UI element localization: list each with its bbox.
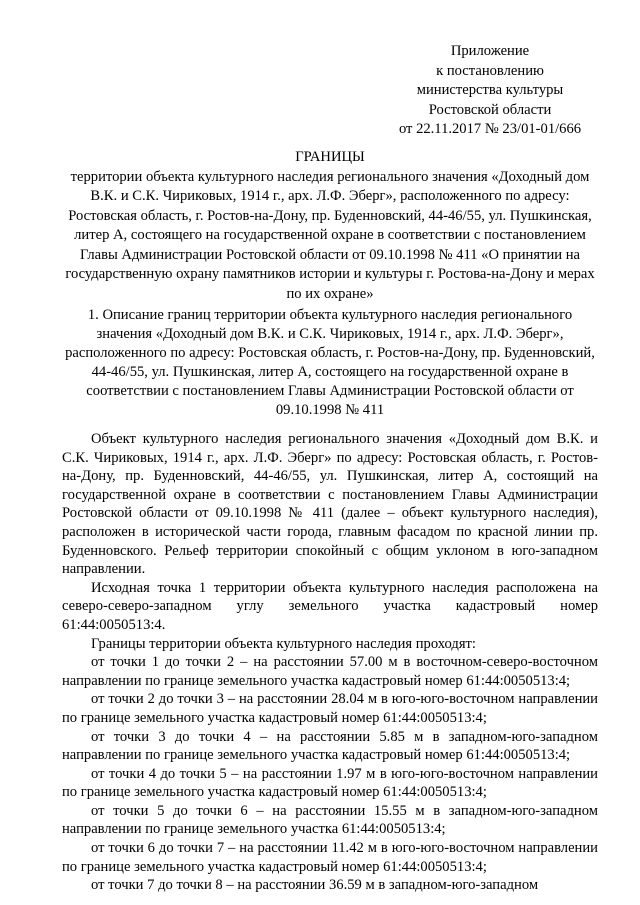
appendix-line: Ростовской области (428, 101, 552, 118)
heading-text: территории объекта культурного наследия регионального значения «Доходный дом В.К. и С.К. Чириковых, 1914 г., арх. Л.Ф. Эберг», расположенного по адресу: Ростовская область, г. Ростов-на-Дону, пр. Буденновский, 44-46/55, ул. Пушкинская, литер А, состоящего на государственной охране в соответствии с постановлением Главы Администрации Ростовской области от 09.10.1998 № 411 «О принятии на государственную охрану памятников истории и культуры г. Ростова-на-Дону и мерах по их охране» (65, 168, 595, 302)
body-paragraph: от точки 3 до точки 4 – на расстоянии 5.85 м в западном-юго-западном направлении по границе земельного участка кадастровый номер 61:44:0050513:4; (62, 728, 598, 764)
appendix-line: к постановлению (436, 62, 544, 79)
body-paragraph: от точки 4 до точки 5 – на расстоянии 1.97 м в юго-юго-восточном направлении по границе земельного участка кадастровый номер 61:44:0050513:4; (62, 765, 598, 801)
appendix-line: Приложение (450, 43, 530, 59)
appendix-block (380, 42, 600, 140)
appendix-line: министерства культуры (416, 82, 564, 98)
body-paragraph: от точки 6 до точки 7 – на расстоянии 11.42 м в юго-юго-восточном направлении по границе земельного участка кадастровый номер 61:44:0050513:4; (62, 840, 598, 875)
document-body (62, 430, 598, 895)
body-paragraph: от точки 1 до точки 2 – на расстоянии 57.00 м в восточном-северо-восточном направлении по границе земельного участка кадастровый номер 61:44:0050513:4; (62, 654, 598, 689)
body-paragraph: Объект культурного наследия регионального значения «Доходный дом В.К. и С.К. Чириковых, 1914 г., арх. Л.Ф. Эберг» по адресу: Ростовская область, г. Ростов-на-Дону, пр. Буденновский, 44-46/55, ул. Пушкинская, литер А, состоящий на государственной охране в соответствии с постановлением Главы Администрации Ростовской области от 09.10.1998 № 411 (далее – объект культурного наследия), расположен в исторической части города, главным фасадом по красной линии пр. Буденновского. Рельеф территории спокойный с общим уклоном в юго-западном направлении. (62, 431, 598, 578)
body-paragraph: Границы территории объекта культурного наследия проходят: (91, 635, 476, 652)
body-paragraph: от точки 2 до точки 3 – на расстоянии 28.04 м в юго-юго-восточном направлении по границе земельного участка кадастровый номер 61:44:0050513:4; (62, 691, 598, 726)
body-paragraph: Исходная точка 1 территории объекта культурного наследия расположена на северо-северо-западном углу земельного участка кадастровый номер 61:44:0050513:4. (62, 579, 598, 633)
section-1-title: 1. Описание границ территории объекта культурного наследия регионального значения «Доходный дом В.К. и С.К. Чириковых, 1914 г., арх. Л.Ф. Эберг», расположенного по адресу: Ростовская область, г. Ростов-на-Дону, пр. Буденновский, 44-46/55, ул. Пушкинская, литер А, состоящего на государственной охране в соответствии с постановлением Главы Администрации Ростовской области от 09.10.1998 № 411 (65, 307, 595, 418)
document-heading (64, 148, 596, 304)
body-paragraph: от точки 7 до точки 8 – на расстоянии 36.59 м в западном-юго-западном (91, 877, 539, 894)
body-paragraph: от точки 5 до точки 6 – на расстоянии 15.55 м в западном-юго-западном направлении по границе земельного участка 61:44:0050513:4; (62, 802, 598, 838)
appendix-line: от 22.11.2017 № 23/01-01/666 (398, 121, 582, 137)
document-title: ГРАНИЦЫ (295, 149, 365, 165)
